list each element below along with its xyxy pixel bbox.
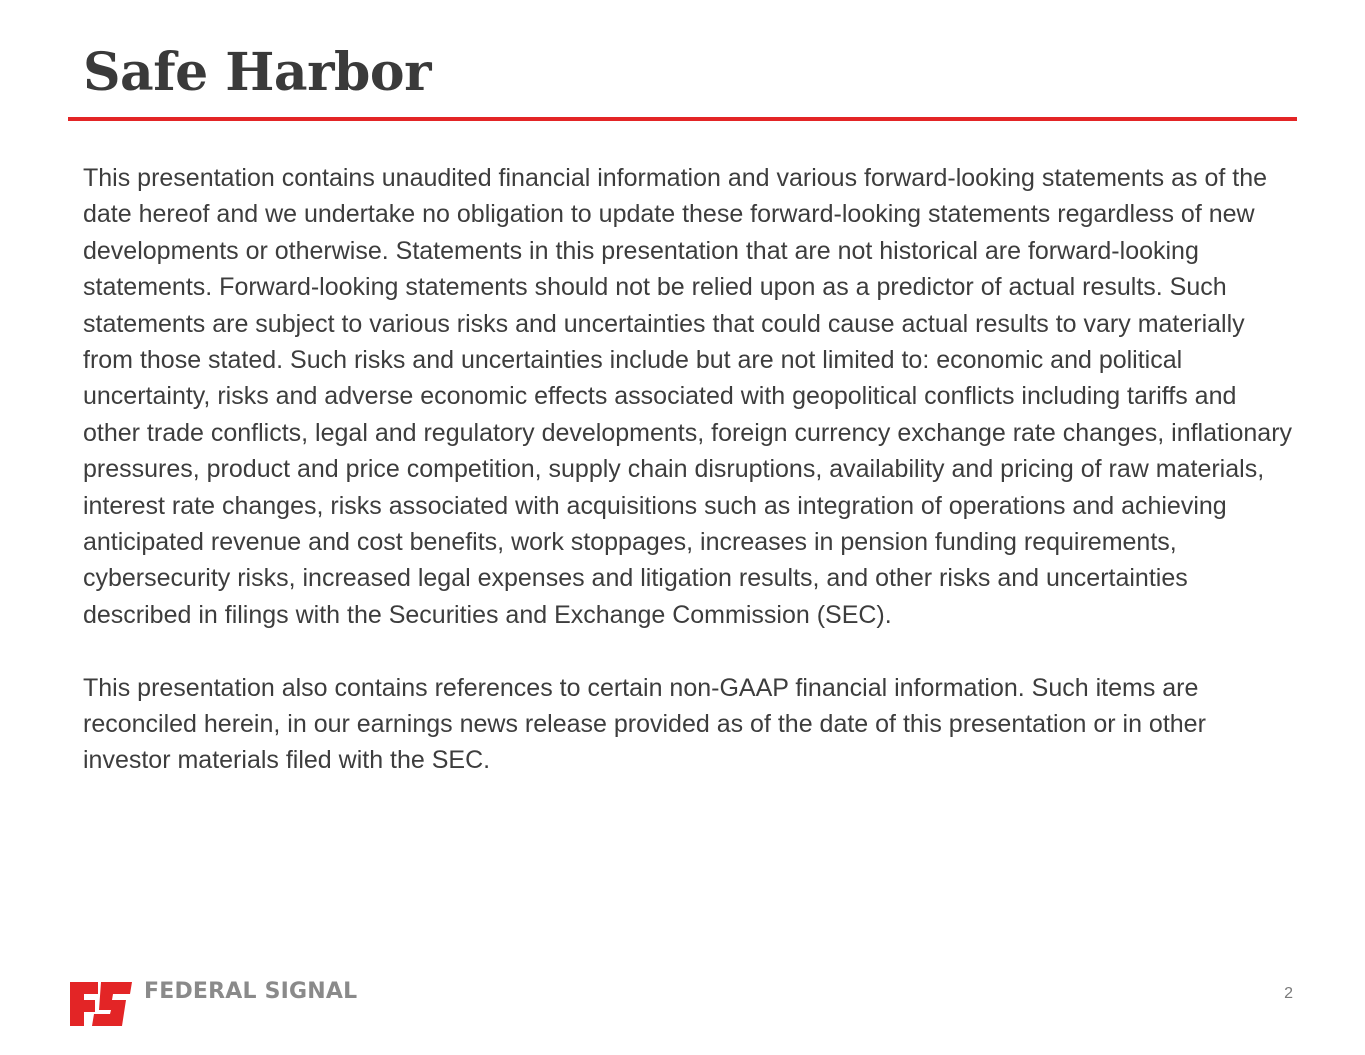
title-divider [68, 117, 1297, 121]
slide-title: Safe Harbor [83, 42, 431, 103]
forward-looking-paragraph: This presentation contains unaudited financial information and various forward-looking statements as of the date hereof and we undertake no obligation to update these forward-looking statements regardless of new developments or otherwise. Statements in this presentation that are not historical are forward-looking statements. Forward-looking statements should not be relied upon as a predictor of actual results. Such statements are subject to various risks and uncertainties that could cause actual results to vary materially from those stated. Such risks and uncertainties include but are not limited to: economic and political uncertainty, risks and adverse economic effects associated with geopolitical conflicts including tariffs and other trade conflicts, legal and regulatory developments, foreign currency exchange rate changes, inflationary pressures, product and price competition, supply chain disruptions, availability and pricing of raw materials, interest rate changes, risks associated with acquisitions such as integration of operations and achieving anticipated revenue and cost benefits, work stoppages, increases in pension funding requirements, cybersecurity risks, increased legal expenses and litigation results, and other risks and uncertainties described in filings with the Securities and Exchange Commission (SEC). [83, 164, 1293, 629]
safe-harbor-body [83, 160, 1293, 779]
federal-signal-logo [68, 972, 358, 1028]
federal-signal-fs-logo-icon [68, 972, 132, 1028]
page-number: 2 [1284, 985, 1293, 1002]
non-gaap-paragraph: This presentation also contains references to certain non-GAAP financial information. Such items are reconciled herein, in our earnings news release provided as of the date of this presentation or in other investor materials filed with the SEC. [83, 673, 1206, 775]
logo-wordmark: FEDERAL SIGNAL [144, 979, 358, 1004]
